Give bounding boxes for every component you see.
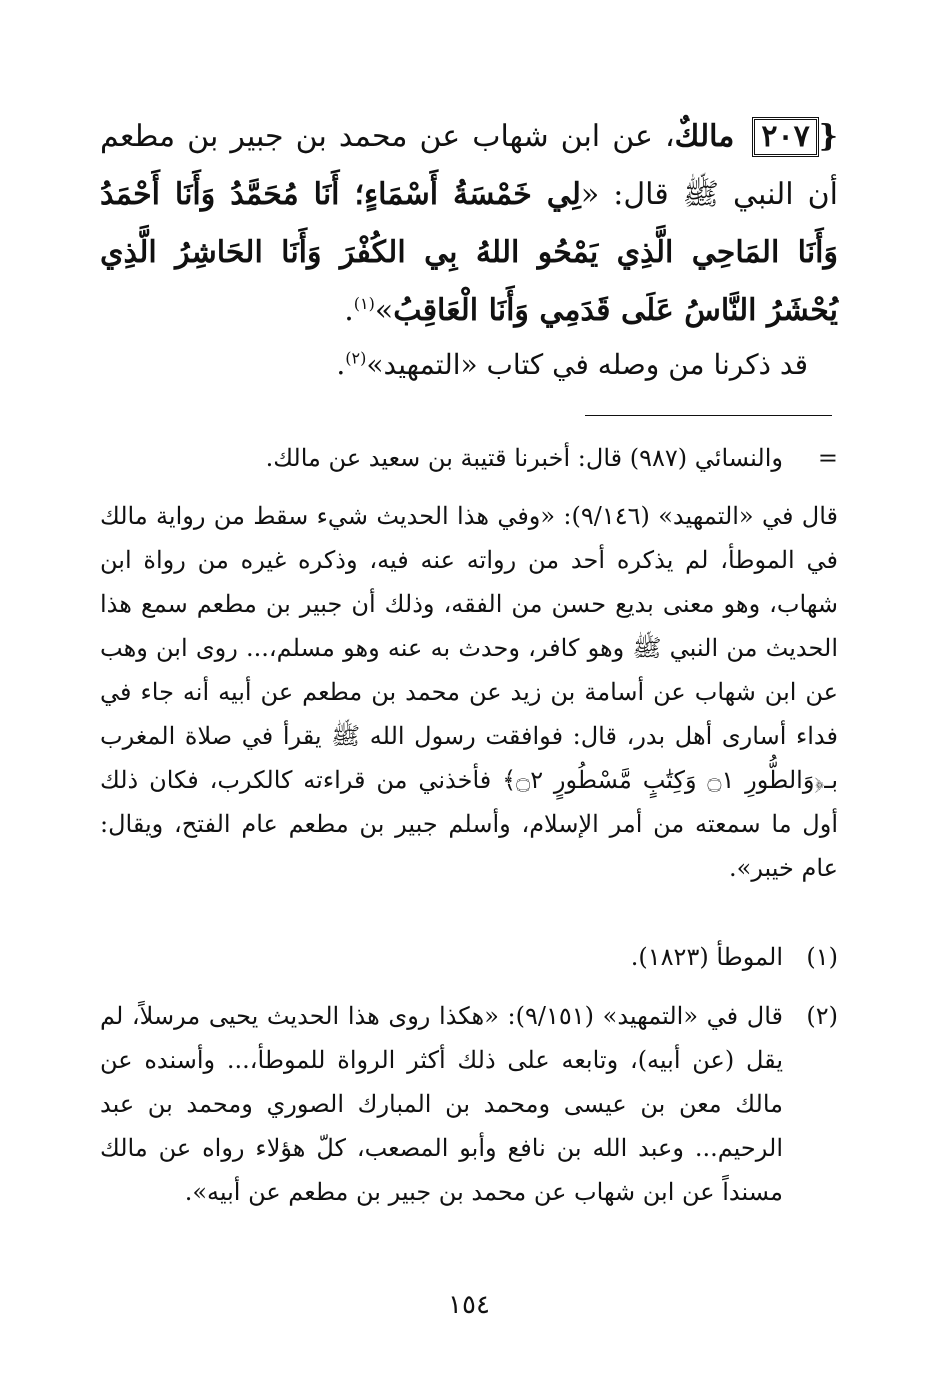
footnote-continuation — [100, 436, 838, 480]
hadith-intro: ، عن ابن شهاب عن محمد بن جبير بن مطعم أن النبي ﷺ قال: « — [100, 119, 839, 212]
hadith-open-brace: { — [818, 119, 838, 154]
page-number: ١٥٤ — [448, 1290, 490, 1320]
tamhid-quote: قال في «التمهيد» (٩/١٤٦): «وفي هذا الحديث شيء سقط من رواية مالك في الموطأ، لم يذكره أحد من رواته عنه فيه، وذكره غيره من رواة ابن شهاب، وهو معنى بديع حسن من الفقه، وذلك أن جبير بن مطعم سمع هذا الحديث من النبي ﷺ وهو كافر، وحدث به عنه وهو مسلم،... روى ابن وهب عن ابن شهاب عن أسامة بن زيد عن محمد بن مطعم عن أبيه أنه جاء في فداء أسارى أهل بدر، قال: فوافقت رسول الله ﷺ يقرأ في صلاة المغرب بـ﴿وَالطُّورِ ۝١ وَكِتَٰبٍ مَّسْطُورٍ ۝٢﴾ فأخذني من قراءته كالكرب، فكان ذلك أول ما سمعته من أمر الإسلام، وأسلم جبير بن مطعم عام الفتح، ويقال: عام خيبر». — [100, 502, 839, 882]
footnote-ref-2: (٢) — [345, 348, 367, 368]
footnote-ref-1: (١) — [353, 294, 375, 313]
hadith-end: . — [344, 293, 354, 328]
hadith-paragraph — [100, 108, 838, 340]
hadith-text: لِي خَمْسَةُ أَسْمَاءٍ؛ أَنَا مُحَمَّدُ وَأَنَا أَحْمَدُ وَأَنَا المَاحِي الَّذِي يَمْحُو اللهُ بِي الكُفْرَ وَأَنَا الحَاشِرُ الَّذِي يُحْشَرُ النَّاسُ عَلَى قَدَمِي وَأَنَا الْعَاقِبُ — [100, 177, 838, 328]
main-note — [100, 345, 808, 385]
narrator-name: مالكٌ — [674, 119, 735, 154]
footnote-1-mark: (١) — [806, 943, 838, 971]
footnote-divider — [585, 415, 832, 416]
main-note-text: قد ذكرنا من وصله في كتاب «التمهيد» — [366, 348, 808, 381]
hadith-number-box: ٢٠٧ — [752, 117, 818, 157]
footnote-2 — [100, 994, 838, 1214]
continuation-mark: = — [817, 444, 838, 472]
continuation-text: والنسائي (٩٨٧) قال: أخبرنا قتيبة بن سعيد عن مالك. — [265, 444, 783, 472]
hadith-close-quote: » — [374, 293, 394, 328]
footnote-2-mark: (٢) — [806, 1002, 838, 1030]
footnote-1-text: الموطأ (١٨٢٣). — [630, 943, 783, 971]
main-note-end: . — [336, 348, 346, 381]
footnote-2-text: قال في «التمهيد» (٩/١٥١): «هكذا روى هذا الحديث يحيى مرسلاً، لم يقل (عن أبيه)، وتابعه على ذلك أكثر الرواة للموطأ،... وأسنده عن مالك معن بن عيسى ومحمد بن المبارك الصوري ومحمد بن عبد الرحيم... وعبد الله بن نافع وأبو المصعب، كلّ هؤلاء رواه عن مالك مسنداً عن ابن شهاب عن محمد بن جبير بن مطعم عن أبيه». — [100, 1002, 783, 1206]
footnote-1 — [100, 935, 838, 979]
